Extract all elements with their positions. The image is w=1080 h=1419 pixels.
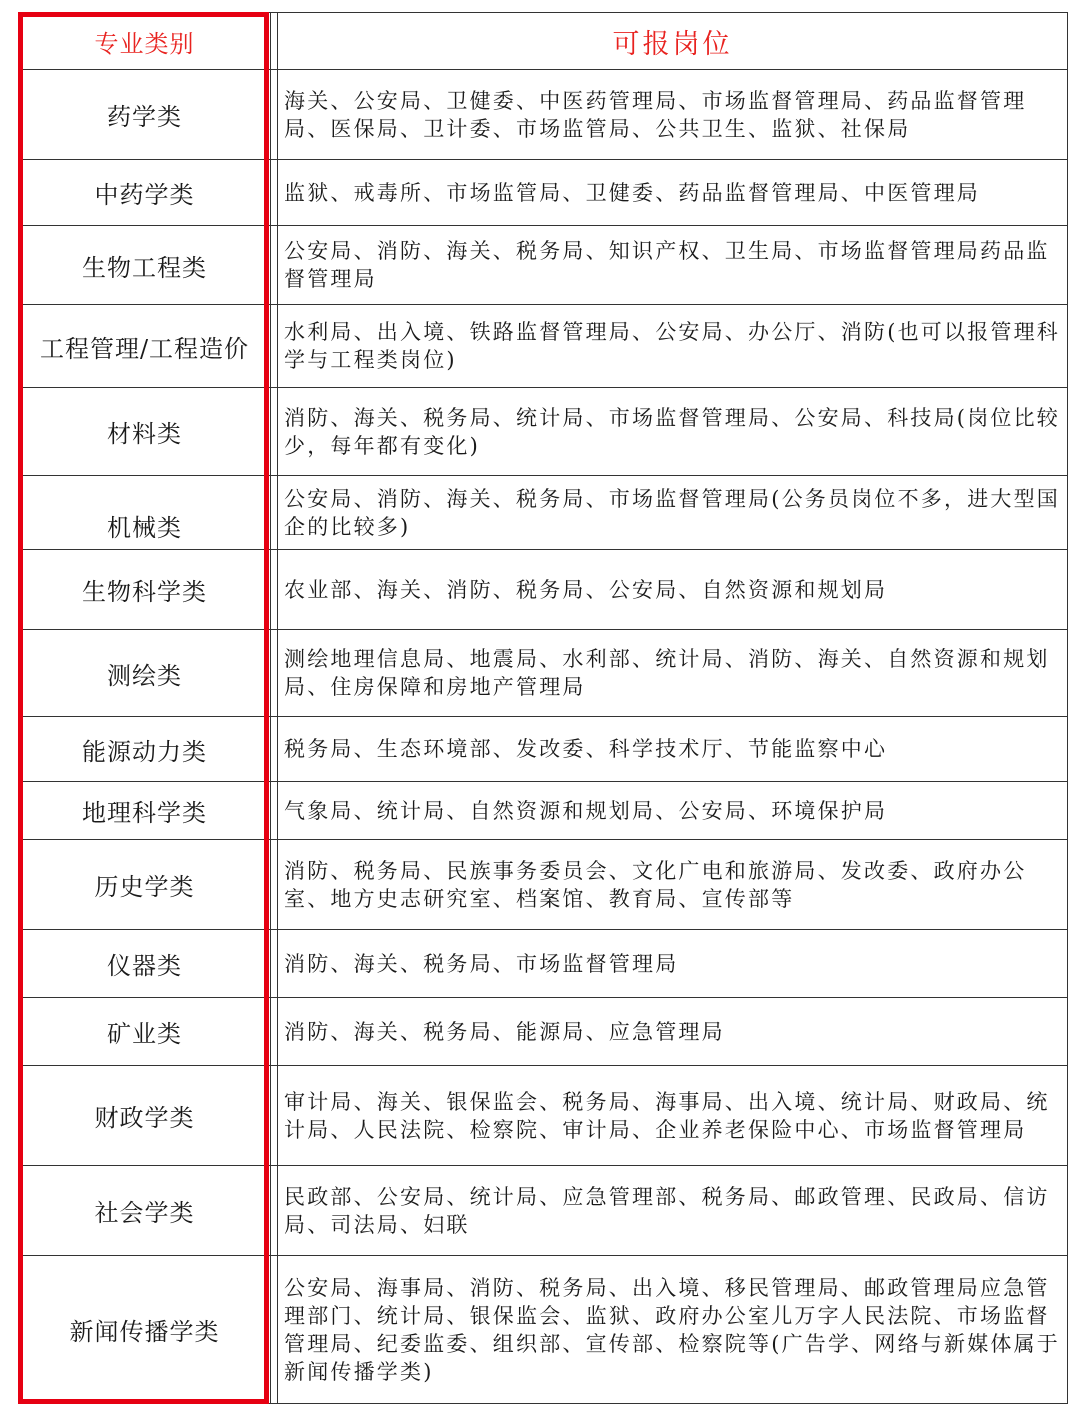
- category-cell: 工程管理/工程造价: [19, 305, 271, 388]
- category-cell: 药学类: [19, 70, 271, 160]
- header-positions: 可报岗位: [278, 13, 1068, 70]
- positions-cell: 监狱、戒毒所、市场监管局、卫健委、药品监督管理局、中医管理局: [278, 160, 1068, 226]
- table-row: [19, 717, 1068, 782]
- table-row: [19, 1166, 1068, 1256]
- category-cell: 矿业类: [19, 998, 271, 1066]
- majors-positions-table: [18, 12, 1068, 1404]
- category-cell: 中药学类: [19, 160, 271, 226]
- table-row: [19, 840, 1068, 930]
- positions-cell: 消防、税务局、民族事务委员会、文化广电和旅游局、发改委、政府办公室、地方史志研究室、档案馆、教育局、宣传部等: [278, 840, 1068, 930]
- category-cell: 新闻传播学类: [19, 1256, 271, 1404]
- positions-cell: 消防、海关、税务局、市场监督管理局: [278, 930, 1068, 998]
- positions-cell: 测绘地理信息局、地震局、水利部、统计局、消防、海关、自然资源和规划局、住房保障和房地产管理局: [278, 630, 1068, 717]
- table-row: [19, 226, 1068, 305]
- table-row: [19, 782, 1068, 840]
- category-cell: 社会学类: [19, 1166, 271, 1256]
- table-row: [19, 388, 1068, 476]
- category-cell: 仪器类: [19, 930, 271, 998]
- table-row: [19, 550, 1068, 630]
- positions-cell: 水利局、出入境、铁路监督管理局、公安局、办公厅、消防(也可以报管理科学与工程类岗位): [278, 305, 1068, 388]
- column-gap: [271, 550, 278, 630]
- positions-cell: 气象局、统计局、自然资源和规划局、公安局、环境保护局: [278, 782, 1068, 840]
- category-cell: 地理科学类: [19, 782, 271, 840]
- column-gap: [271, 70, 278, 160]
- category-cell: 历史学类: [19, 840, 271, 930]
- table-row: [19, 476, 1068, 550]
- category-cell: 机械类: [19, 476, 271, 550]
- positions-cell: 消防、海关、税务局、能源局、应急管理局: [278, 998, 1068, 1066]
- table-row: [19, 930, 1068, 998]
- positions-cell: 公安局、消防、海关、税务局、知识产权、卫生局、市场监督管理局药品监督管理局: [278, 226, 1068, 305]
- column-gap: [271, 388, 278, 476]
- positions-cell: 审计局、海关、银保监会、税务局、海事局、出入境、统计局、财政局、统计局、人民法院、检察院、审计局、企业养老保险中心、市场监督管理局: [278, 1066, 1068, 1166]
- table-row: [19, 998, 1068, 1066]
- positions-cell: 公安局、消防、海关、税务局、市场监督管理局(公务员岗位不多，进大型国企的比较多): [278, 476, 1068, 550]
- table-row: [19, 1066, 1068, 1166]
- positions-cell: 海关、公安局、卫健委、中医药管理局、市场监督管理局、药品监督管理局、医保局、卫计委、市场监管局、公共卫生、监狱、社保局: [278, 70, 1068, 160]
- table-row: [19, 630, 1068, 717]
- column-gap: [271, 226, 278, 305]
- table-row: [19, 305, 1068, 388]
- category-cell: 材料类: [19, 388, 271, 476]
- column-gap: [271, 1166, 278, 1256]
- column-gap: [271, 1066, 278, 1166]
- category-cell: 生物科学类: [19, 550, 271, 630]
- table-row: [19, 1256, 1068, 1404]
- positions-cell: 公安局、海事局、消防、税务局、出入境、移民管理局、邮政管理局应急管理部门、统计局、银保监会、监狱、政府办公室儿万字人民法院、市场监督管理局、纪委监委、组织部、宣传部、检察院等(广告学、网络与新媒体属于新闻传播学类): [278, 1256, 1068, 1404]
- positions-cell: 消防、海关、税务局、统计局、市场监督管理局、公安局、科技局(岗位比较少，每年都有变化): [278, 388, 1068, 476]
- column-gap: [271, 476, 278, 550]
- column-gap: [271, 930, 278, 998]
- header-category: 专业类别: [19, 13, 271, 70]
- positions-cell: 税务局、生态环境部、发改委、科学技术厅、节能监察中心: [278, 717, 1068, 782]
- column-gap: [271, 998, 278, 1066]
- column-gap: [271, 630, 278, 717]
- column-gap: [271, 160, 278, 226]
- table-row: [19, 70, 1068, 160]
- category-cell: 测绘类: [19, 630, 271, 717]
- header-row: [19, 13, 1068, 70]
- column-gap: [271, 840, 278, 930]
- positions-cell: 民政部、公安局、统计局、应急管理部、税务局、邮政管理、民政局、信访局、司法局、妇联: [278, 1166, 1068, 1256]
- column-gap: [271, 1256, 278, 1404]
- table-row: [19, 160, 1068, 226]
- column-gap: [271, 717, 278, 782]
- column-gap: [271, 782, 278, 840]
- positions-cell: 农业部、海关、消防、税务局、公安局、自然资源和规划局: [278, 550, 1068, 630]
- column-gap: [271, 13, 278, 70]
- category-cell: 财政学类: [19, 1066, 271, 1166]
- column-gap: [271, 305, 278, 388]
- category-cell: 生物工程类: [19, 226, 271, 305]
- category-cell: 能源动力类: [19, 717, 271, 782]
